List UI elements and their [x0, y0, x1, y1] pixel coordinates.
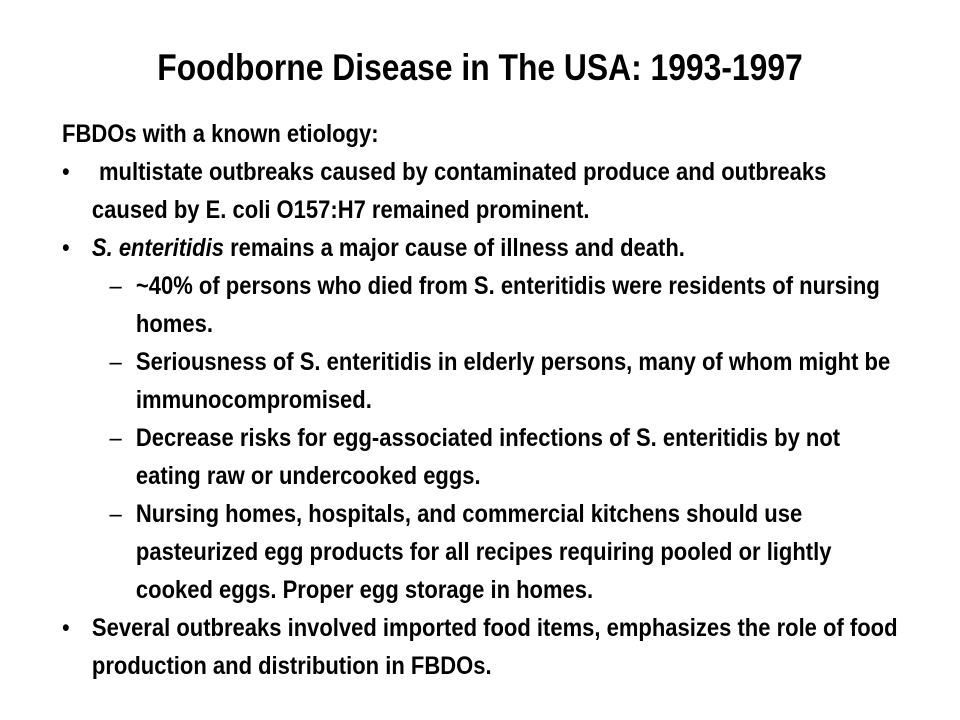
sub-bullet-elderly-seriousness: [62, 343, 907, 419]
sub-bullet-marker: –: [109, 348, 122, 376]
slide-title: Foodborne Disease in The USA: 1993-1997: [157, 47, 803, 88]
sub-bullet-marker: –: [109, 272, 122, 300]
bullet-text: remains a major cause of illness and death.: [223, 234, 685, 262]
bullet-text: Several outbreaks involved imported food items, emphasizes the role of food production and distribution in FBDOs.: [91, 614, 898, 680]
bullet-item-s-enteritidis: [62, 229, 907, 267]
sub-bullet-nursing-home-deaths: [62, 267, 907, 343]
sub-bullet-decrease-risks: [62, 419, 907, 495]
slide-body: [62, 115, 898, 685]
bullet-marker: •: [62, 234, 70, 262]
bullet-text: multistate outbreaks caused by contaminated produce and outbreaks caused by E. coli O157:H7 remained prominent.: [91, 158, 827, 224]
bullet-italic-term: S. enteritidis: [91, 234, 224, 262]
bullet-marker: •: [62, 158, 70, 186]
sub-bullet-text: Decrease risks for egg-associated infections of S. enteritidis by not eating raw or undercooked eggs.: [135, 424, 841, 490]
bullet-item-produce-outbreaks: [62, 153, 907, 229]
sub-bullet-text: Nursing homes, hospitals, and commercial kitchens should use pasteurized egg products for all recipes requiring pooled or lightly cooked eggs. Proper egg storage in homes.: [135, 500, 832, 604]
sub-bullet-marker: –: [109, 500, 122, 528]
intro-heading: FBDOs with a known etiology:: [62, 120, 379, 148]
bullet-item-imported-food: [62, 609, 907, 685]
sub-bullet-marker: –: [109, 424, 122, 452]
sub-bullet-text: Seriousness of S. enteritidis in elderly persons, many of whom might be immunocompromised.: [135, 348, 891, 414]
sub-bullet-pasteurized-eggs: [62, 495, 907, 609]
bullet-marker: •: [62, 614, 70, 642]
sub-bullet-text: ~40% of persons who died from S. enteritidis were residents of nursing homes.: [135, 272, 880, 338]
slide-body-content: [62, 115, 907, 685]
